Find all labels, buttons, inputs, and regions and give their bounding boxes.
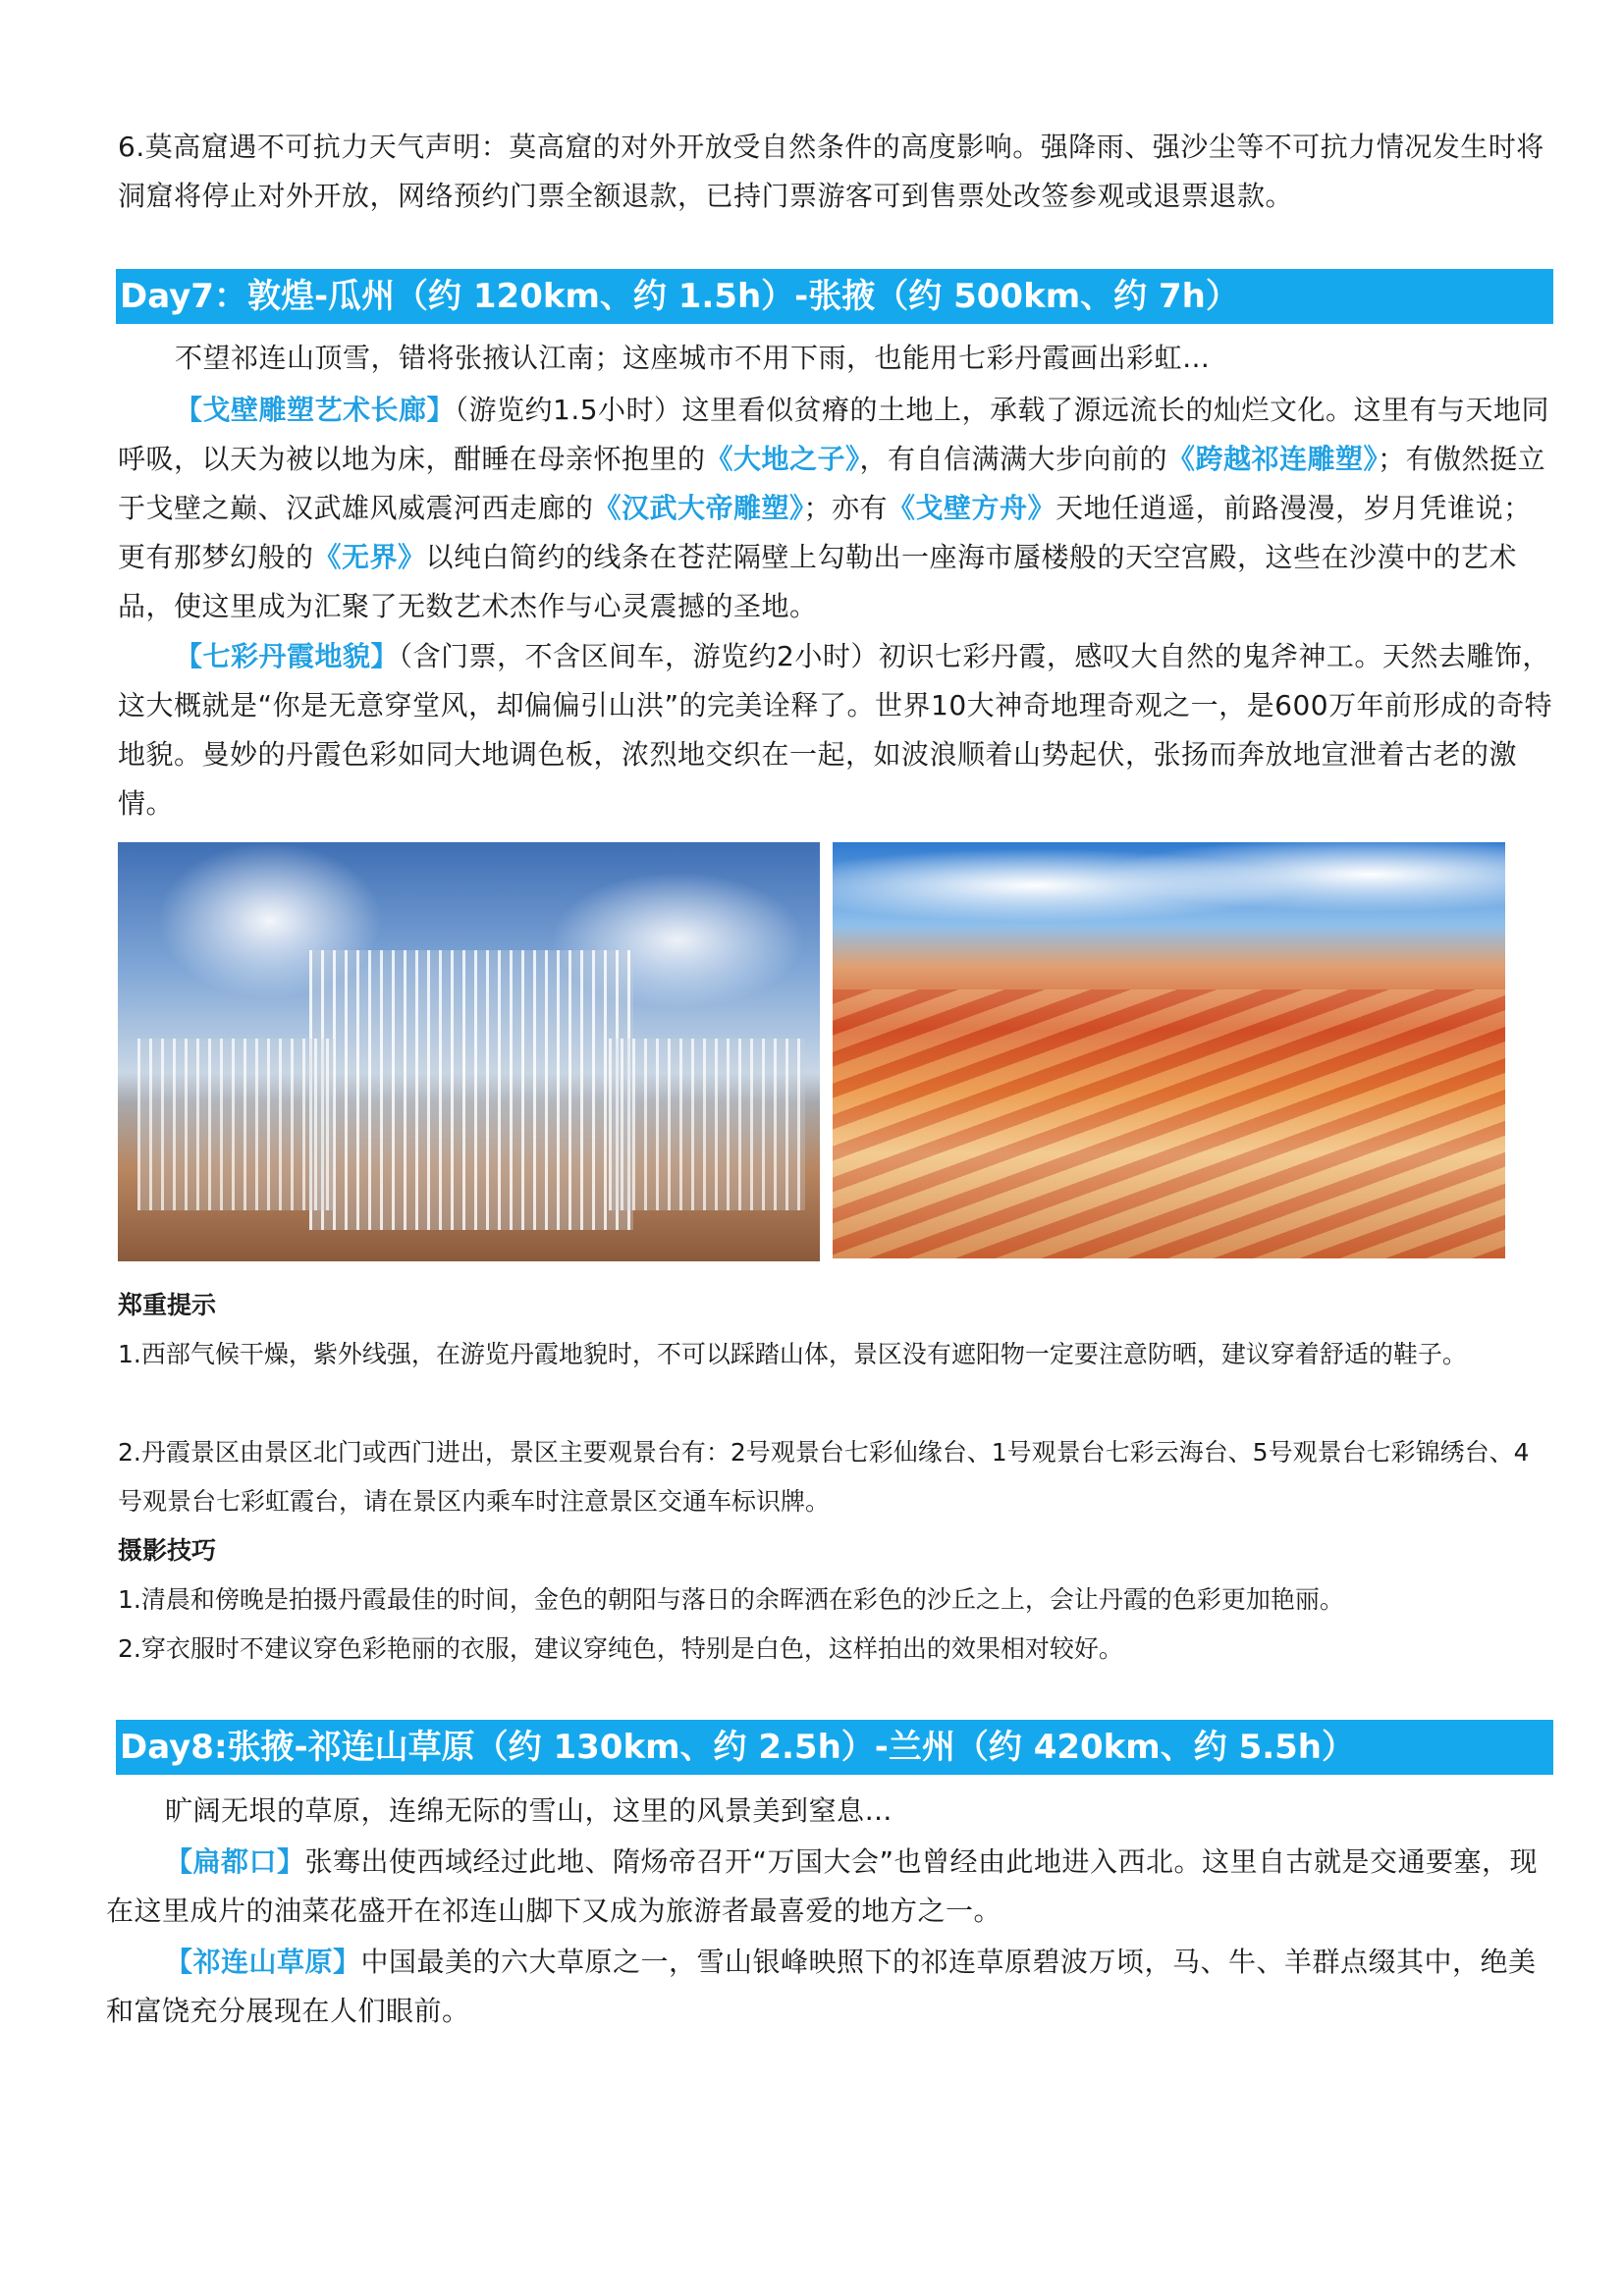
artwork-title: 《戈壁方舟》 bbox=[888, 492, 1056, 524]
day7-banner: Day7：敦煌-瓜州（约 120km、约 1.5h）-张掖（约 500km、约 7h） bbox=[116, 269, 1553, 324]
text: 张骞出使西域经过此地、隋炀帝召开“万国大会”也曾经由此地进入西北。这里自古就是交通要塞，现在这里成片的油菜花盛开在祁连山脚下又成为旅游者最喜爱的地方之一。 bbox=[106, 1845, 1539, 1927]
qilian-grassland-heading: 【祁连山草原】 bbox=[165, 1946, 361, 1978]
photo-tips-title: 摄影技巧 bbox=[118, 1536, 217, 1565]
tip-2: 2.丹霞景区由景区北门或西门进出，景区主要观景台有：2号观景台七彩仙缘台、1号观景台七彩云海台、5号观景台七彩锦绣台、4号观景台七彩虹霞台，请在景区内乘车时注意景区交通车标识牌。 bbox=[118, 1438, 1530, 1516]
danxia-paragraph bbox=[118, 632, 1553, 828]
day8-banner: Day8:张掖-祁连山草原（约 130km、约 2.5h）-兰州（约 420km、约 5.5h） bbox=[116, 1720, 1553, 1775]
photo-tip-1: 1.清晨和傍晚是拍摄丹霞最佳的时间，金色的朝阳与落日的余晖洒在彩色的沙丘之上，会让丹霞的色彩更加艳丽。 bbox=[118, 1585, 1344, 1614]
text: （游览约1.5小时）这里看似贫瘠的土地上，承载了源远流长的灿烂文化。这里有与天地同呼吸，以天为被以地为床，酣睡在母亲怀抱里的 bbox=[118, 394, 1550, 475]
photo-tip-2: 2.穿衣服时不建议穿色彩艳丽的衣服，建议穿纯色，特别是白色，这样拍出的效果相对较好。 bbox=[118, 1634, 1123, 1663]
text: 以纯白简约的线条在苍茫隔壁上勾勒出一座海市蜃楼般的天空宫殿，这些在沙漠中的艺术品，使这里成为汇聚了无数艺术杰作与心灵震撼的圣地。 bbox=[118, 541, 1518, 622]
day8-intro: 旷阔无垠的草原，连绵无际的雪山，这里的风景美到窒息… bbox=[165, 1794, 893, 1827]
gobi-sculpture-paragraph bbox=[118, 386, 1553, 631]
artwork-title: 《跨越祁连雕塑》 bbox=[1167, 443, 1379, 475]
artwork-title: 《汉武大帝雕塑》 bbox=[593, 492, 804, 524]
text: （含门票，不含区间车，游览约2小时）初识七彩丹霞，感叹大自然的鬼斧神工。天然去雕饰，这大概就是“你是无意穿堂风，却偏偏引山洪”的完美诠释了。世界10大神奇地理奇观之一，是600万年前形成的奇特地貌。曼妙的丹霞色彩如同大地调色板，浓烈地交织在一起，如波浪顺着山势起伏，张扬而奔放地宣泄着古老的激情。 bbox=[118, 640, 1553, 820]
tip-1: 1.西部气候干燥，紫外线强，在游览丹霞地貌时，不可以踩踏山体，景区没有遮阳物一定要注意防晒，建议穿着舒适的鞋子。 bbox=[118, 1340, 1467, 1368]
danxia-landform-photo bbox=[833, 842, 1505, 1258]
notice-6: 6.莫高窟遇不可抗力天气声明：莫高窟的对外开放受自然条件的高度影响。强降雨、强沙尘等不可抗力情况发生时将洞窟将停止对外开放，网络预约门票全额退款，已持门票游客可到售票处改签参观或退票退款。 bbox=[118, 131, 1544, 212]
biandukou-paragraph bbox=[106, 1838, 1553, 1936]
artwork-title: 《无界》 bbox=[313, 541, 426, 573]
artwork-title: 《大地之子》 bbox=[705, 443, 860, 475]
text: ；亦有 bbox=[803, 492, 889, 524]
text: 中国最美的六大草原之一，雪山银峰映照下的祁连草原碧波万顷，马、牛、羊群点缀其中，绝美和富饶充分展现在人们眼前。 bbox=[106, 1946, 1537, 2027]
tips-title: 郑重提示 bbox=[118, 1291, 217, 1319]
danxia-heading: 【七彩丹霞地貌】 bbox=[175, 640, 400, 672]
text: ，有自信满满大步向前的 bbox=[859, 443, 1168, 475]
text: ；有傲然挺立于戈壁之巅、汉武雄风威震河西走廊的 bbox=[118, 443, 1546, 524]
gobi-sculpture-heading: 【戈壁雕塑艺术长廊】 bbox=[175, 394, 456, 426]
gobi-sculpture-photo bbox=[118, 842, 820, 1261]
biandukou-heading: 【扁都口】 bbox=[165, 1845, 305, 1878]
text: 天地任逍遥，前路漫漫，岁月凭谁说；更有那梦幻般的 bbox=[118, 492, 1532, 573]
day7-intro: 不望祁连山顶雪，错将张掖认江南；这座城市不用下雨，也能用七彩丹霞画出彩虹… bbox=[175, 342, 1211, 374]
qilian-grassland-paragraph bbox=[106, 1938, 1553, 2036]
